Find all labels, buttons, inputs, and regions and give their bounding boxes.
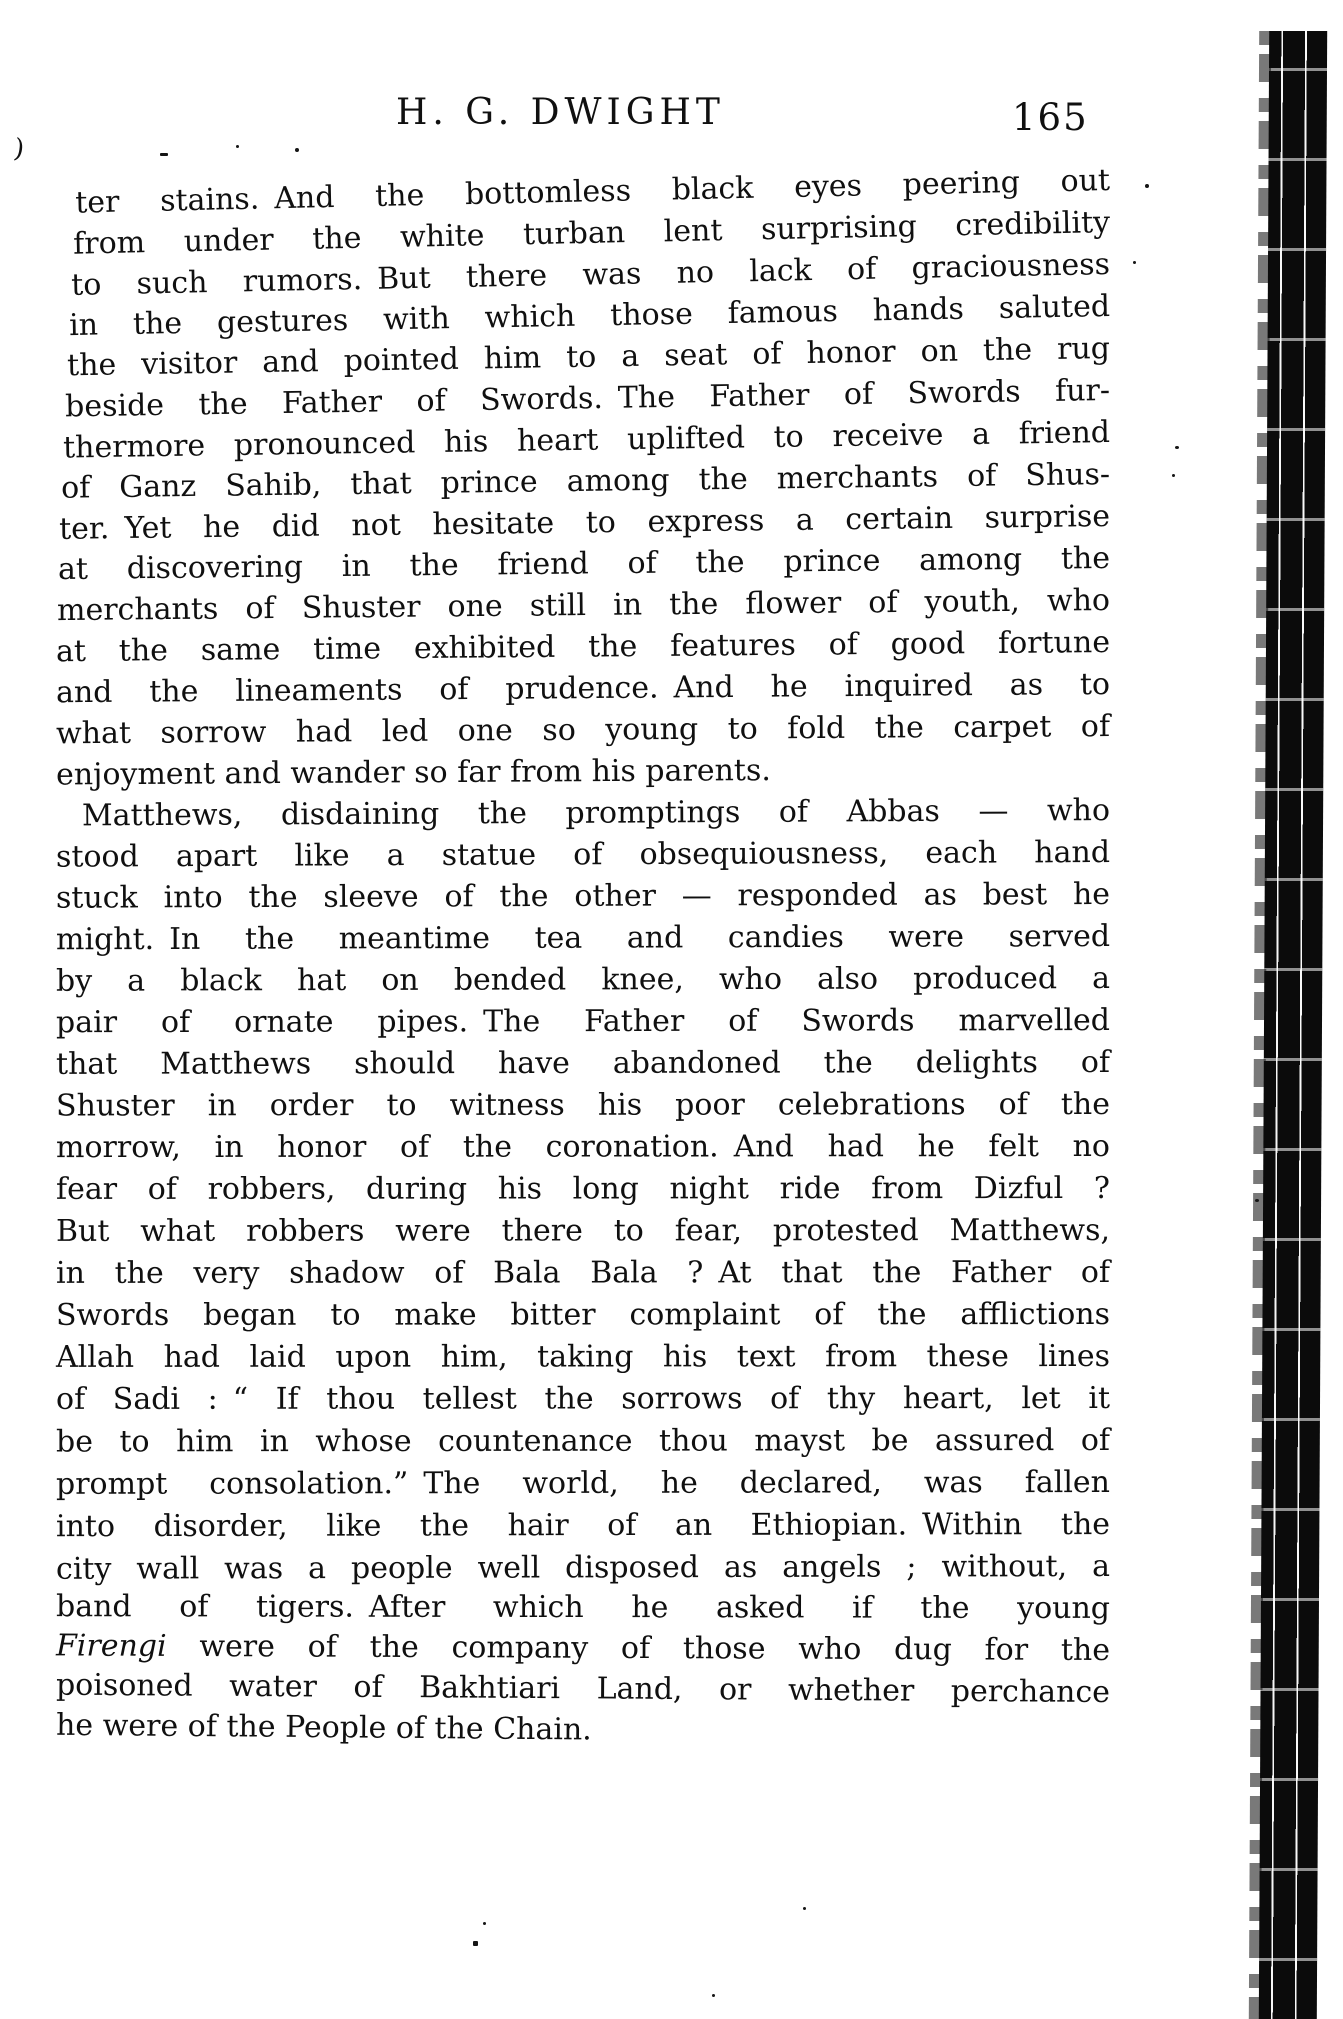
- text-line: that Matthews should have abandoned the delights of: [55, 1045, 1111, 1082]
- scan-speck: [236, 145, 239, 148]
- page-number: 165: [1012, 96, 1089, 139]
- scan-speck: [483, 1922, 486, 1925]
- text-line: stuck into the sleeve of the other — responded as best he: [55, 877, 1111, 916]
- text-line: thermore pronounced his heart uplifted to receive a friend: [62, 415, 1111, 466]
- text-line: ter. Yet he did not hesitate to express a certain surprise: [58, 499, 1111, 547]
- text-line: Swords began to make bitter complaint of the afflictions: [55, 1297, 1111, 1333]
- text-line: he were of the People of the Chain.: [55, 1707, 592, 1748]
- text-line: from under the white turban lent surprising credibility: [72, 205, 1111, 262]
- scan-speck: [1175, 446, 1179, 449]
- text-line: merchants of Shuster one still in the flower of youth, who: [56, 583, 1111, 629]
- scan-speck: [803, 1907, 806, 1910]
- text-line: at the same time exhibited the features of good fortune: [55, 625, 1111, 670]
- running-header-author: H. G. DWIGHT: [396, 92, 725, 133]
- scan-artifact-paren: ): [11, 133, 27, 165]
- text-line: in the very shadow of Bala Bala ? At that the Father of: [55, 1255, 1111, 1291]
- scan-speck: [712, 1994, 715, 1997]
- text-line: at discovering in the friend of the prince among the: [57, 541, 1111, 588]
- text-line: fear of robbers, during his long night ride from Dizful ?: [55, 1171, 1111, 1207]
- text-line: Shuster in order to witness his poor celebrations of the: [55, 1087, 1111, 1124]
- text-line: morrow, in honor of the coronation. And had he felt no: [55, 1129, 1111, 1166]
- scan-speck: [1255, 1199, 1259, 1202]
- scan-speck: [1133, 261, 1136, 264]
- scan-speck: [295, 148, 299, 152]
- text-line: the visitor and pointed him to a seat of honor on the rug: [66, 331, 1111, 384]
- text-line: enjoyment and wander so far from his parents.: [55, 753, 771, 793]
- text-line: stood apart like a statue of obsequiousness, each hand: [55, 835, 1111, 875]
- text-line: But what robbers were there to fear, protested Matthews,: [55, 1213, 1111, 1249]
- text-line: prompt consolation.” The world, he declared, was fallen: [55, 1465, 1111, 1502]
- text-line: of Sadi : “ If thou tellest the sorrows of thy heart, let it: [55, 1381, 1111, 1417]
- text-line: poisoned water of Bakhtiari Land, or whether perchance: [55, 1667, 1111, 1710]
- text-line: might. In the meantime tea and candies were served: [55, 919, 1111, 958]
- text-line: pair of ornate pipes. The Father of Swords marvelled: [55, 1003, 1111, 1041]
- text-line: beside the Father of Swords. The Father of Swords fur-: [64, 373, 1111, 425]
- text-line: to such rumors. But there was no lack of graciousness: [70, 247, 1111, 303]
- text-line: city wall was a people well disposed as angels ; without, a: [55, 1549, 1111, 1587]
- text-line: Allah had laid upon him, taking his text from these lines: [55, 1339, 1111, 1375]
- text-line: and the lineaments of prudence. And he inquired as to: [55, 667, 1111, 711]
- scan-speck: [160, 153, 168, 156]
- text-line: ter stains. And the bottomless black eyes peering out: [74, 163, 1111, 221]
- text-line: of Ganz Sahib, that prince among the merchants of Shus-: [60, 457, 1111, 506]
- scan-speck: [1145, 184, 1149, 188]
- text-block: [56, 160, 1110, 1756]
- text-line: into disorder, like the hair of an Ethiopian. Within the: [55, 1507, 1111, 1545]
- scan-speck: [1172, 474, 1175, 477]
- text-line: Matthews, disdaining the promptings of Abbas — who: [81, 793, 1111, 834]
- text-line: what sorrow had led one so young to fold the carpet of: [55, 709, 1111, 752]
- text-line: Firengi were of the company of those who dug for the: [55, 1628, 1111, 1668]
- text-line: be to him in whose countenance thou mayst be assured of: [55, 1423, 1111, 1460]
- text-line: by a black hat on bended knee, who also produced a: [55, 961, 1111, 999]
- text-line: in the gestures with which those famous hands saluted: [68, 289, 1111, 344]
- text-line: band of tigers. After which he asked if the young: [55, 1589, 1111, 1626]
- scan-speck: [473, 1941, 478, 1946]
